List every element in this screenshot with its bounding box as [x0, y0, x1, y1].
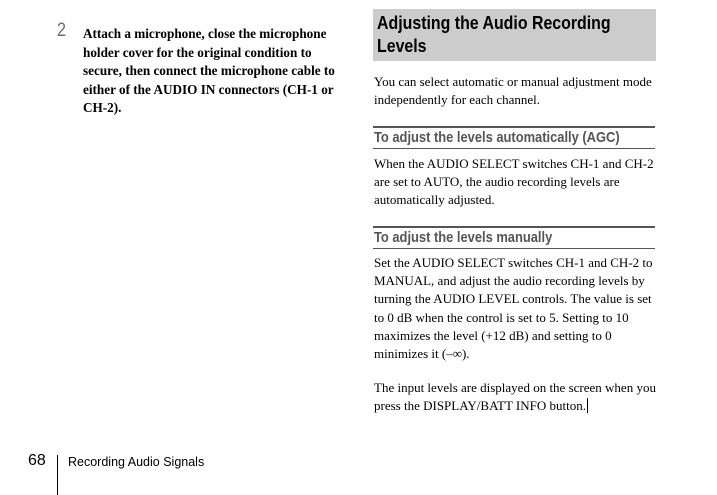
auto-body: When the AUDIO SELECT switches CH-1 and CH-2 are set to AUTO, the audio recording levels are automatically adjusted.: [374, 156, 654, 208]
page-number: 68: [28, 452, 46, 469]
section-title: [373, 9, 656, 61]
step-number: 2: [57, 20, 66, 41]
subheading-manual: [373, 226, 655, 249]
subheading-manual-text: To adjust the levels manually: [374, 229, 553, 246]
manual-note: [374, 379, 658, 415]
subheading-auto: [373, 126, 655, 149]
manual-body: Set the AUDIO SELECT switches CH-1 and CH-2 to MANUAL, and adjust the audio recording levels by turning the AUDIO LEVEL controls. The value is set to 0 dB when the control is set to 5. Setting to 10 maximizes the level (+12 dB) and setting to 0 minimizes it (–∞).: [374, 255, 653, 362]
footer-section-name: Recording Audio Signals: [68, 455, 205, 469]
footer-divider: [57, 455, 58, 495]
subheading-auto-text: To adjust the levels automatically (AGC): [374, 129, 620, 146]
manual-note-text: The input levels are displayed on the screen when you press the DISPLAY/BATT INFO button.: [374, 380, 656, 414]
text-cursor: [587, 398, 588, 413]
section-title-text: Adjusting the Audio Recording Levels: [377, 12, 611, 56]
step-instruction: Attach a microphone, close the microphone holder cover for the original condition to secure, then connect the microphone cable to either of the AUDIO IN connectors (CH-1 or CH-2).: [83, 26, 335, 116]
section-intro: You can select automatic or manual adjustment mode independently for each channel.: [374, 74, 652, 108]
